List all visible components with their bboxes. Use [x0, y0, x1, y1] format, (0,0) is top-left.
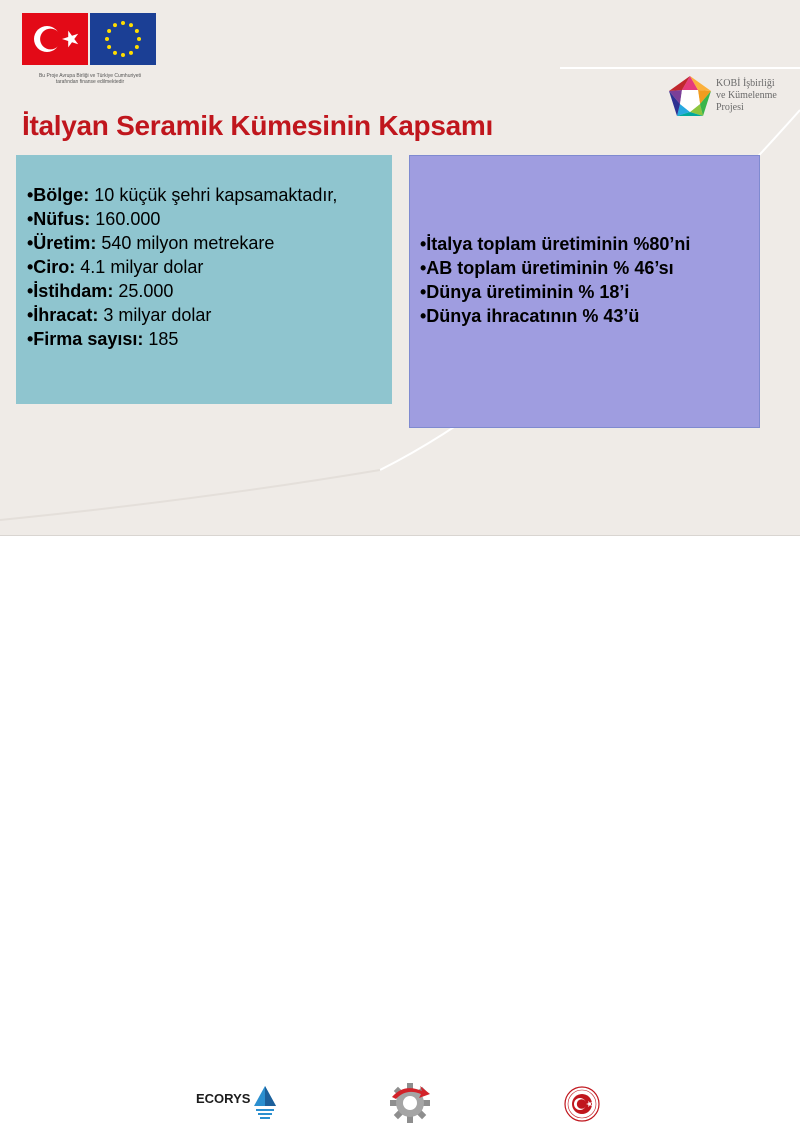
slide-title: İtalyan Seramik Kümesinin Kapsamı [22, 110, 493, 141]
stat-line-population [27, 207, 392, 231]
stat-value: 3 milyar dolar [98, 305, 212, 325]
turkey-flag-icon [22, 13, 88, 65]
stat-label: •İstihdam: [27, 281, 114, 301]
ecorys-logo-icon [254, 1086, 276, 1122]
funding-note [20, 73, 160, 85]
footer-bar [0, 535, 800, 1106]
share-line-eu: •AB toplam üretiminin % 46’sı [420, 258, 674, 278]
stat-value: 4.1 milyar dolar [75, 257, 204, 277]
project-name-line-3: Projesi [716, 102, 744, 113]
ecorys-logo [196, 1086, 286, 1126]
stat-line-firm-count [27, 327, 392, 351]
funding-note-line-1: Bu Proje Avrupa Birliği ve Türkiye Cumhuriyeti [38, 73, 142, 79]
cluster-share-box [409, 155, 760, 428]
stat-line-turnover [27, 255, 392, 279]
share-line-world-production: •Dünya üretiminin % 18’i [420, 282, 630, 302]
project-name-line-2: ve Kümelenme [716, 90, 777, 101]
stat-value: 540 milyon metrekare [96, 233, 275, 253]
stat-value: 160.000 [90, 209, 161, 229]
stat-label: •Firma sayısı: [27, 329, 144, 349]
stat-label: •Nüfus: [27, 209, 91, 229]
gear-logo-icon [386, 1081, 434, 1125]
stat-label: •İhracat: [27, 305, 99, 325]
stat-value: 25.000 [113, 281, 174, 301]
share-line-world-export: •Dünya ihracatının % 43’ü [420, 306, 640, 326]
ministry-seal-icon [563, 1083, 601, 1125]
slide-canvas [0, 0, 800, 535]
stat-line-production [27, 231, 392, 255]
stat-label: •Bölge: [27, 185, 90, 205]
share-line-italy: •İtalya toplam üretiminin %80’ni [420, 234, 691, 254]
stat-value: 185 [143, 329, 179, 349]
kobi-logo-icon [666, 74, 714, 122]
cluster-stats-box [16, 155, 392, 404]
stat-line-region [27, 183, 392, 207]
stat-value: 10 küçük şehri kapsamaktadır, [89, 185, 338, 205]
eu-flag-icon [90, 13, 156, 65]
funding-note-line-2: tarafından finanse edilmektedir [55, 79, 125, 85]
stat-label: •Üretim: [27, 233, 97, 253]
stat-line-employment [27, 279, 392, 303]
ecorys-label: ECORYS [196, 1091, 251, 1106]
stat-line-export [27, 303, 392, 327]
stat-label: •Ciro: [27, 257, 76, 277]
project-name [716, 78, 798, 114]
project-name-line-1: KOBİ İşbirliği [716, 78, 775, 89]
